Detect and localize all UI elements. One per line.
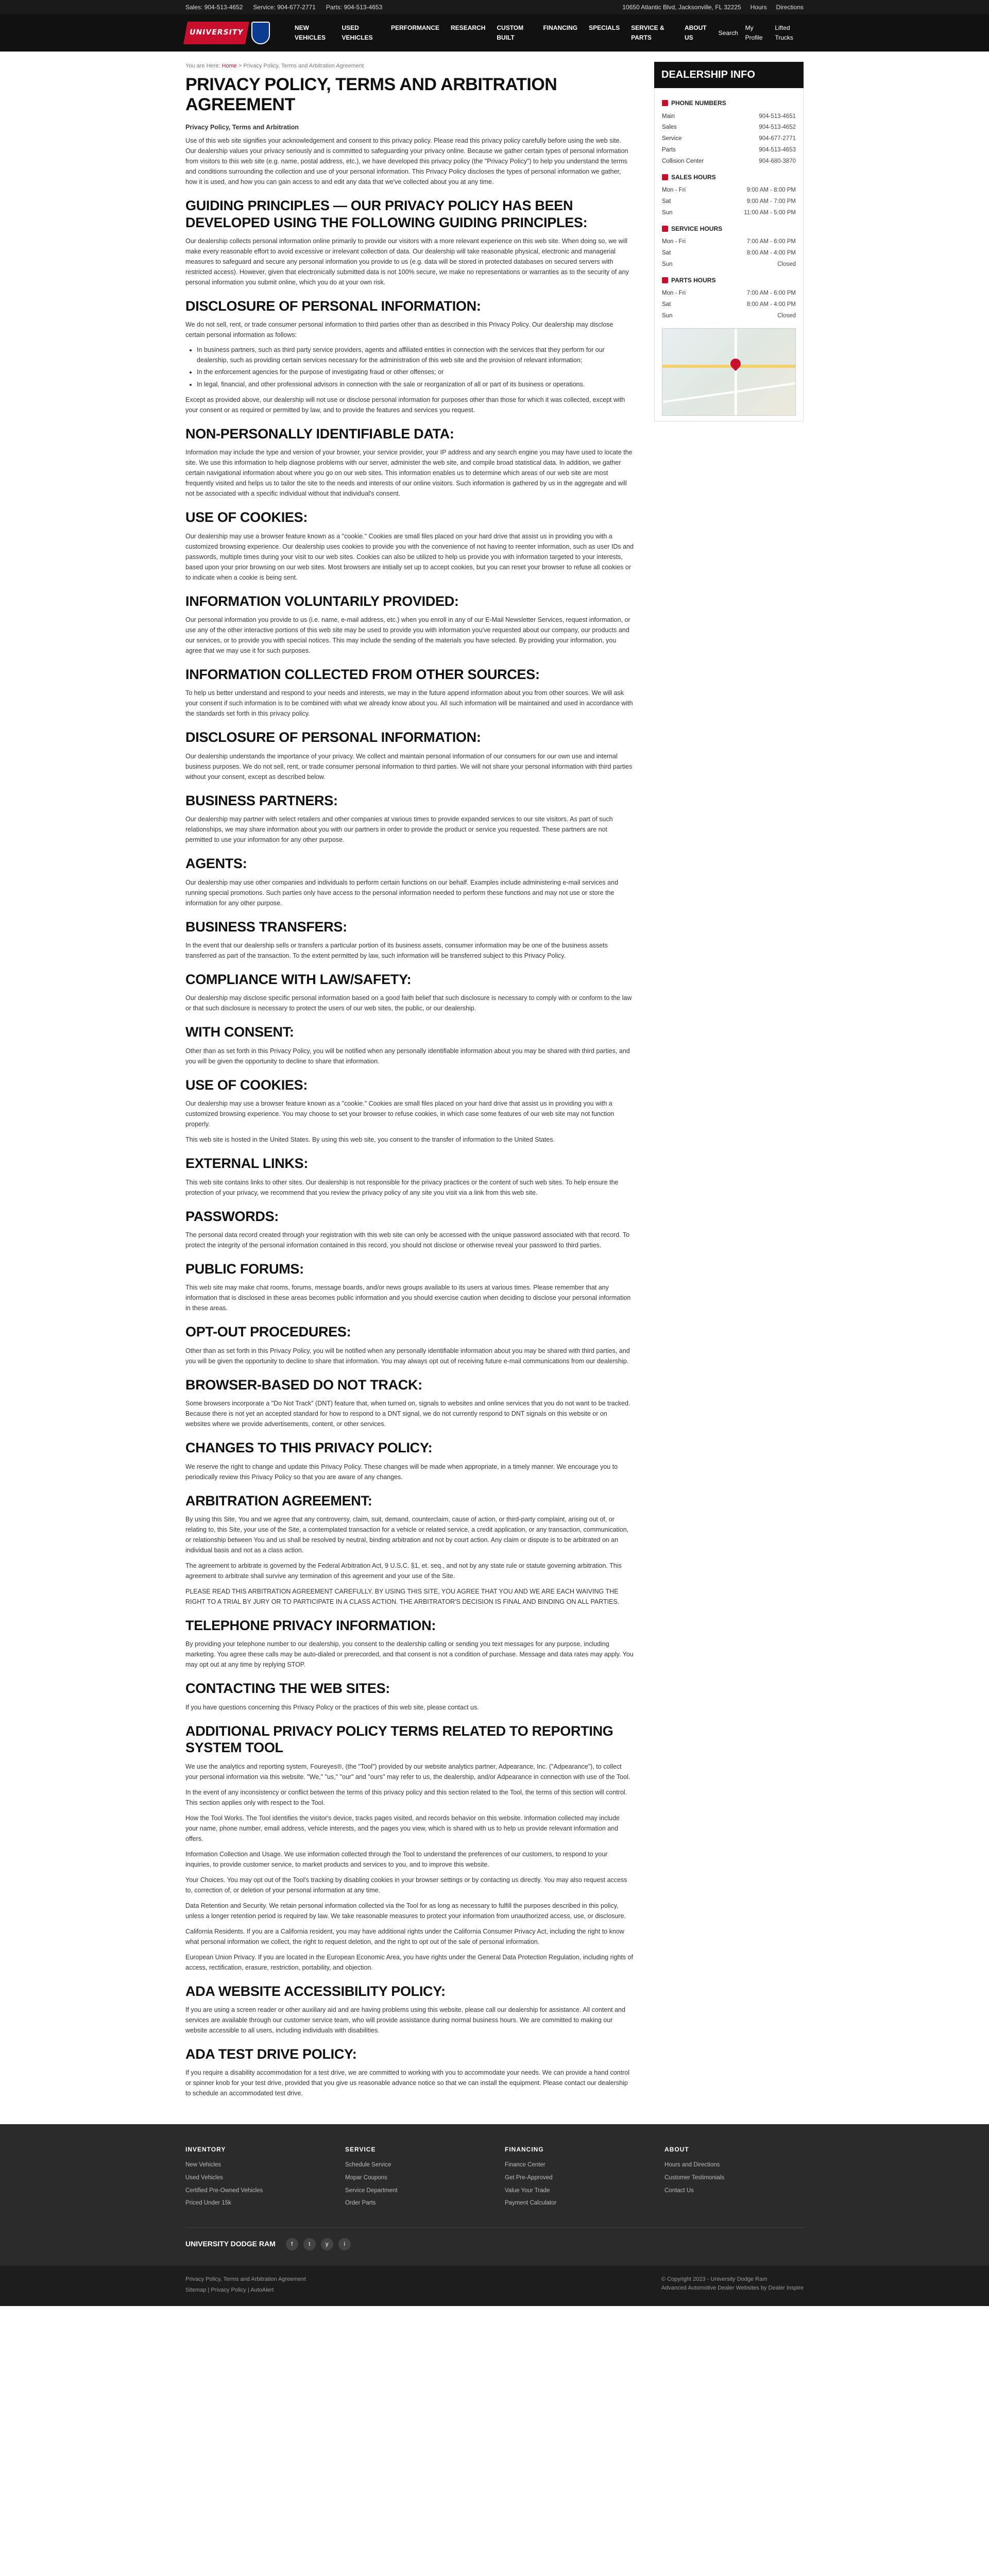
info-label: Main (662, 113, 675, 120)
section-paragraph: By providing your telephone number to our dealership, you consent to the dealership calling or sending you text messages for any purpose, including marketing. You agree these calls may be auto-dialed or prerecorded, and that consent is not a condition of purchase. Message and data rates may apply. You may opt out at any time by replying STOP. (185, 1640, 634, 1669)
info-label: Collision Center (662, 158, 704, 164)
section-paragraph: This web site contains links to other sites. Our dealership is not responsible for the privacy practices or the content of such web sites. To help ensure the protection of your privacy, we recommend that you review the privacy policy of any site you visit via a link from this web site. (185, 1178, 619, 1196)
section-paragraph: Except as provided above, our dealership will not use or disclose personal information for purposes other than those for which it was collected, except with your consent or as required or permitted by law, and to provide the features and services you request. (185, 396, 625, 414)
info-label: Service (662, 135, 682, 142)
footer-link[interactable]: Contact Us (664, 2187, 694, 2194)
info-value: Closed (777, 261, 796, 267)
map-pin-icon[interactable] (728, 357, 743, 371)
section-paragraph: Our personal information you provide to us (i.e. name, e-mail address, etc.) when you enroll in any of our E-Mail Newsletter Services, request information, or use any of the other interactive portions of this web site may be used to provide you with information you've requested about our company, our products and our services, or to provide you with special notices. This may include the sending of the materials you have selected. By providing your information, you agree that we may use it for such purposes. (185, 616, 630, 655)
footer-link[interactable]: Order Parts (345, 2200, 376, 2207)
top-bar (0, 0, 989, 14)
list-item: • In the enforcement agencies for the purpose of investigating fraud or other offenses; or (197, 367, 634, 377)
nav-item[interactable]: USED VEHICLES (342, 24, 373, 41)
section-heading: TELEPHONE PRIVACY INFORMATION: (185, 1617, 436, 1633)
intro-text: Use of this web site signifies your acknowledgement and consent to this privacy policy. Please read this privacy policy carefully before using the web site. Our dealership values your privacy seriously and is committed to safeguarding your privacy online. Because we gather certain types of personal information from visitors to this web site (e.g. name, postal address, etc.), we have developed this privacy policy (the "Privacy Policy") to help you understand the terms and conditions surrounding the collection and use of your personal information. This Privacy Policy discloses the types of personal information we gather, how it is used, and how you can gain access to and edit any data that we've collected about you at any time. (185, 137, 628, 186)
section-heading: WITH CONSENT: (185, 1024, 294, 1040)
section-paragraph: We use the analytics and reporting system, Foureyes®, (the "Tool") provided by our website analytics partner, Adpearance, Inc. ("Adpearance"), to collect your personal information via this website. "We," "us," "our" and "ours" may refer to us, the dealership, and/or Adpearance in connection with use of the Tool. (185, 1762, 630, 1781)
section-paragraph: Some browsers incorporate a "Do Not Track" (DNT) feature that, when turned on, signals to websites and online services that you do not want to be tracked. Because there is not yet an accepted standard for how to respond to a DNT signal, we do not currently respond to DNT signals on this website or on websites where we provide advertisements, content, or other services. (185, 1400, 630, 1428)
social-links (286, 2238, 351, 2250)
footer-link[interactable]: Value Your Trade (505, 2187, 550, 2194)
section-paragraph: Other than as set forth in this Privacy Policy, you will be notified when any personally identifiable information about you may be shared with third parties, and you will be given the opportunity to decline to share that information. You may always opt out of receiving future e-mail communications from our dealership. (185, 1347, 630, 1365)
section-paragraph: Data Retention and Security. We retain personal information collected via the Tool for as long as necessary to fulfill the purposes described in this policy, unless a longer retention period is required by law. We take reasonable measures to protect your information from unauthorized access, use, or disclosure. (185, 1902, 626, 1920)
info-label: Sat (662, 198, 671, 205)
nav-item[interactable]: ABOUT US (684, 24, 707, 41)
wrench-icon (662, 226, 668, 232)
section-heading: NON-PERSONALLY IDENTIFIABLE DATA: (185, 426, 454, 442)
map-road (735, 329, 737, 416)
phone-heading: PHONE NUMBERS (671, 99, 726, 107)
section-heading: INFORMATION VOLUNTARILY PROVIDED: (185, 593, 459, 609)
section-heading: CHANGES TO THIS PRIVACY POLICY: (185, 1440, 433, 1456)
section-list (197, 345, 634, 389)
footer-link[interactable]: Used Vehicles (185, 2174, 223, 2181)
info-row (662, 111, 796, 123)
sales-hours (662, 185, 796, 218)
section-heading: ADDITIONAL PRIVACY POLICY TERMS RELATED TO REPORTING SYSTEM TOOL (185, 1723, 613, 1756)
header-tool[interactable]: Lifted Trucks (775, 24, 793, 41)
info-row (662, 288, 796, 299)
header-tool[interactable]: Search (718, 29, 738, 37)
footer-link[interactable]: Payment Calculator (505, 2200, 557, 2207)
info-row (662, 248, 796, 259)
section-paragraph: We reserve the right to change and update this Privacy Policy. These changes will be made when appropriate, in a timely manner. We encourage you to periodically review this Privacy Policy so that you are aware of any changes. (185, 1463, 618, 1481)
footer-column (505, 2145, 644, 2212)
page-title: PRIVACY POLICY, TERMS AND ARBITRATION AGREEMENT (185, 75, 557, 115)
info-value[interactable]: 904-513-4653 (759, 147, 796, 154)
section-heading: INFORMATION COLLECTED FROM OTHER SOURCES: (185, 667, 540, 683)
phone-list (662, 111, 796, 167)
info-label: Sun (662, 209, 673, 216)
section-paragraph: This web site is hosted in the United States. By using this web site, you consent to the transfer of information to the United States. (185, 1136, 555, 1144)
map-road (663, 380, 796, 403)
info-value: 8:00 AM - 4:00 PM (746, 250, 796, 257)
intro-heading: Privacy Policy, Terms and Arbitration (185, 124, 299, 131)
sub-footer (0, 2266, 989, 2306)
gear-icon (662, 277, 668, 283)
info-row (662, 259, 796, 270)
footer-link[interactable]: Schedule Service (345, 2161, 391, 2168)
info-row (662, 145, 796, 156)
section-heading: BUSINESS TRANSFERS: (185, 919, 347, 935)
breadcrumb-home[interactable]: Home (221, 63, 237, 69)
twitter-icon[interactable]: t (303, 2238, 316, 2250)
info-value: 7:00 AM - 6:00 PM (746, 239, 796, 245)
map-road (662, 365, 796, 368)
info-label: Sun (662, 261, 673, 267)
info-value: 7:00 AM - 6:00 PM (746, 290, 796, 297)
info-label: Parts (662, 147, 676, 154)
section-paragraph: Your Choices. You may opt out of the Tool's tracking by disabling cookies in your browser settings or by contacting us directly. You may also request access to, correction of, or deletion of your personal information at any time. (185, 1876, 627, 1894)
sales-hours-heading: SALES HOURS (671, 173, 716, 181)
main-content (185, 62, 634, 2104)
youtube-icon[interactable]: y (321, 2238, 333, 2250)
info-label: Sat (662, 250, 671, 257)
nav-item[interactable]: PERFORMANCE (391, 24, 440, 32)
breadcrumb-label: You are Here: (185, 63, 220, 69)
section-heading: GUIDING PRINCIPLES — OUR PRIVACY POLICY HAS BEEN DEVELOPED USING THE FOLLOWING GUIDING PRINCIPLES: (185, 198, 588, 230)
dealer-logo[interactable] (185, 22, 270, 44)
section-paragraph: The agreement to arbitrate is governed by the Federal Arbitration Act, 9 U.S.C. §1, et. seq., and not by any state rule or statute governing arbitration. This agreement to arbitrate shall survive any termination of this agreement and your use of the Site. (185, 1562, 622, 1580)
footer-link[interactable]: Mopar Coupons (345, 2174, 387, 2181)
section-heading: DISCLOSURE OF PERSONAL INFORMATION: (185, 298, 481, 314)
info-label: Mon - Fri (662, 239, 686, 245)
list-item: • In business partners, such as third party service providers, agents and affiliated entities in connection with the services that they perform for our dealership, such as providing certain services necessary for the administration of this web site and the provision of relevant information; (197, 345, 634, 365)
footer-link[interactable]: Finance Center (505, 2161, 545, 2168)
legal-links (185, 2275, 306, 2297)
sales-phone[interactable]: Sales: 904-513-4652 (185, 3, 243, 11)
section-heading: CONTACTING THE WEB SITES: (185, 1681, 390, 1697)
section-heading: PUBLIC FORUMS: (185, 1261, 304, 1277)
section-heading: BROWSER-BASED DO NOT TRACK: (185, 1377, 422, 1393)
section-paragraph: Information may include the type and version of your browser, your service provider, your IP address and any search engine you may have used to locate the site. We use this information to help diagnose problems with our server, administer the web site, and compile broad statistical data. In addition, we gather certain navigational information about where you go on our web sites. This information enables us to determine which areas of our web site are most frequently visited and helps us to tailor the site to the needs and interests of our online visitors. Such information is gathered by us in the aggregate and will not be associated with a specific individual without that individual's consent. (185, 449, 633, 498)
parts-hours-heading: PARTS HOURS (671, 276, 716, 284)
info-row (662, 185, 796, 196)
section-heading: ARBITRATION AGREEMENT: (185, 1493, 372, 1509)
section-paragraph: European Union Privacy. If you are located in the European Economic Area, you have rights under the General Data Protection Regulation, including rights of access, rectification, erasure, restriction, portability, and objection. (185, 1953, 634, 1971)
nav-item[interactable]: RESEARCH (451, 24, 486, 32)
info-value: Closed (777, 312, 796, 319)
footer-column (185, 2145, 325, 2212)
sidebar (654, 62, 804, 2104)
section-heading: OPT-OUT PROCEDURES: (185, 1324, 351, 1340)
section-paragraph: This web site may make chat rooms, forums, message boards, and/or news groups available to its users at various times. Please remember that any information that is disclosed in these areas becomes public information and you should exercise caution when deciding to disclose your personal information in these areas. (185, 1284, 631, 1312)
info-row (662, 311, 796, 322)
policy-sections (185, 197, 634, 2098)
phone-icon (662, 100, 668, 106)
service-hours (662, 236, 796, 270)
section-paragraph: If you have questions concerning this Privacy Policy or the practices of this web site, please contact us. (185, 1703, 479, 1711)
info-label: Sales (662, 124, 677, 131)
section-paragraph: Our dealership understands the importance of your privacy. We collect and maintain personal information of our consumers for our own use and internal business purposes. We do not sell, rent, or trade consumer personal information to third parties. We will not share your personal information with third parties without your consent, except as described below. (185, 752, 633, 781)
nav-item[interactable]: NEW VEHICLES (295, 24, 326, 41)
info-label: Mon - Fri (662, 187, 686, 194)
shield-icon (251, 22, 270, 44)
section-heading: ADA WEBSITE ACCESSIBILITY POLICY: (185, 1983, 446, 1999)
legal-link[interactable]: Privacy Policy, Terms and Arbitration Agreement (185, 2276, 306, 2283)
nav-item[interactable]: FINANCING (543, 24, 578, 32)
powered-by[interactable]: Advanced Automotive Dealer Websites by Dealer Inspire (661, 2285, 804, 2292)
info-value[interactable]: 904-677-2771 (759, 135, 796, 142)
info-row (662, 299, 796, 311)
site-header (0, 14, 989, 52)
site-footer (0, 2124, 989, 2266)
nav-item[interactable]: SPECIALS (589, 24, 620, 32)
section-heading: PASSWORDS: (185, 1208, 279, 1224)
dealership-info-box (654, 88, 804, 421)
info-row (662, 196, 796, 208)
main-nav (295, 23, 709, 42)
facebook-icon[interactable]: f (286, 2238, 298, 2250)
section-paragraph: Our dealership may use a browser feature known as a "cookie." Cookies are small files placed on your hard drive that assist us in providing you with a customized browsing experience. You may choose to set your browser to refuse cookies, in which case some features of our web site may not function properly. (185, 1100, 615, 1128)
copyright: © Copyright 2023 - University Dodge Ram (661, 2276, 768, 2283)
info-value[interactable]: 904-513-4652 (759, 124, 796, 131)
footer-link[interactable]: Certified Pre-Owned Vehicles (185, 2187, 263, 2194)
info-row (662, 122, 796, 133)
section-paragraph: To help us better understand and respond to your needs and interests, we may in the future append information about you from other sources. We will ask your consent if such information is to be combined with what we already know about you. All such information will be maintained and used in accordance with the standards set forth in this privacy policy. (185, 689, 633, 718)
info-row (662, 156, 796, 167)
section-paragraph: If you require a disability accommodation for a test drive, we are committed to working with you to accommodate your needs. We can provide a hand control or spinner knob for your test drive, provided that you give us reasonable advance notice so that we can install the equipment. Please contact our dealership to schedule an accommodated test drive. (185, 2069, 629, 2097)
section-heading: BUSINESS PARTNERS: (185, 792, 338, 808)
section-paragraph: We do not sell, rent, or trade consumer personal information to third parties other than as described in this Privacy Policy. Our dealership may disclose certain personal information as follows: (185, 321, 613, 339)
footer-link[interactable]: Service Department (345, 2187, 398, 2194)
footer-brand[interactable]: UNIVERSITY DODGE RAM (185, 2240, 276, 2248)
legal-link[interactable]: Sitemap | Privacy Policy | AutoAlert (185, 2287, 274, 2294)
sidebar-title: DEALERSHIP INFO (654, 62, 804, 88)
info-value: 9:00 AM - 8:00 PM (746, 187, 796, 194)
footer-columns (185, 2145, 804, 2212)
footer-link[interactable]: Priced Under 15k (185, 2200, 231, 2207)
info-value[interactable]: 904-513-4651 (759, 113, 796, 120)
directions-link[interactable]: Directions (776, 3, 804, 11)
footer-link[interactable]: New Vehicles (185, 2161, 221, 2168)
section-paragraph: How the Tool Works. The Tool identifies the visitor's device, tracks pages visited, and records behavior on this website. Information collected may include your name, phone number, email address, vehicle interests, and the pages you view, which is shared with us to help us provide relevant information and offers. (185, 1814, 620, 1842)
section-paragraph: By using this Site, You and we agree that any controversy, claim, suit, demand, counterclaim, cause of action, or third-party complaint, arising out of, or relating to, this Site, your use of the Site, a contemplated transaction for a vehicle or related service, a credit application, or any transaction, communication, or relationship between You and us shall be resolved by neutral, binding arbitration and not by court action. Any claim or dispute is to be arbitrated on an individual basis and not as a class action. (185, 1515, 629, 1554)
header-tools (719, 23, 804, 42)
section-heading: USE OF COOKIES: (185, 510, 308, 526)
section-paragraph: Our dealership collects personal information online primarily to provide our visitors with a more relevant experience on this web site. When doing so, we will make every reasonable effort to avoid excessive or irrelevant collection of data. Our dealership will take reasonable physical, electronic and managerial measures to safeguard and secure any personal information you provide to us (e.g. data will be stored in protected databases on secured servers with restricted access). However, given that electronically submitted data is not 100% secure, we make no representations or warranties as to the security of any personal information you submit online, which you do at your own risk. (185, 238, 629, 286)
section-paragraph: Other than as set forth in this Privacy Policy, you will be notified when any personally identifiable information about you may be shared with third parties, and you will be given the opportunity to decline to share that information. (185, 1047, 630, 1065)
service-phone[interactable]: Service: 904-677-2771 (253, 3, 316, 11)
footer-column-title: FINANCING (505, 2146, 544, 2154)
location-map[interactable] (662, 328, 796, 416)
section-paragraph: In the event of any inconsistency or conflict between the terms of this privacy policy and this section related to the Tool, the terms of this section will control. This section applies only with respect to the Tool. (185, 1788, 627, 1806)
info-row (662, 236, 796, 248)
footer-link[interactable]: Customer Testimonials (664, 2174, 725, 2181)
footer-column (345, 2145, 484, 2212)
list-item: • In legal, financial, and other professional advisors in connection with the sale or reorganization of all or part of its business or operations. (197, 380, 634, 389)
header-tool[interactable]: My Profile (745, 24, 763, 41)
footer-link[interactable]: Get Pre-Approved (505, 2174, 553, 2181)
breadcrumb-current: Privacy Policy, Terms and Arbitration Agreement (243, 63, 364, 69)
info-value[interactable]: 904-680-3870 (759, 158, 796, 164)
section-heading: COMPLIANCE WITH LAW/SAFETY: (185, 972, 412, 988)
info-label: Sat (662, 301, 671, 308)
section-heading: ADA TEST DRIVE POLICY: (185, 2046, 357, 2062)
section-heading: DISCLOSURE OF PERSONAL INFORMATION: (185, 730, 481, 745)
section-paragraph: Our dealership may use other companies and individuals to perform certain functions on our behalf. Examples include administering e-mail services and running special promotions. Such parties only have access to the personal information needed to perform these functions and may not use or store the information for any other purpose. (185, 878, 619, 907)
clock-icon (662, 174, 668, 180)
section-paragraph: In the event that our dealership sells or transfers a particular portion of its business assets, consumer information may be one of the business assets transferred as part of the transaction. To the extent permitted by law, such information will be transferred subject to this Privacy Policy. (185, 942, 608, 960)
section-paragraph: Our dealership may disclose specific personal information based on a good faith belief that such disclosure is necessary to comply with or conform to the law or that such disclosure is necessary to protect the users of our web sites, the public, or our dealership. (185, 994, 632, 1012)
info-value: 9:00 AM - 7:00 PM (746, 198, 796, 205)
info-value: 8:00 AM - 4:00 PM (746, 301, 796, 308)
section-paragraph: The personal data record created through your registration with this web site can only be accessed with the unique password associated with that record. To protect the integrity of the personal information contained in this record, you should not disclose or otherwise reveal your password to third parties. (185, 1231, 630, 1249)
footer-column-title: ABOUT (664, 2146, 689, 2154)
info-row (662, 133, 796, 145)
section-paragraph: PLEASE READ THIS ARBITRATION AGREEMENT CAREFULLY. BY USING THIS SITE, YOU AGREE THAT YOU AND WE ARE EACH WAIVING THE RIGHT TO A TRIAL BY JURY OR TO PARTICIPATE IN A CLASS ACTION. THE ARBITRATOR'S DECISION IS FINAL AND BINDING ON ALL PARTIES. (185, 1587, 620, 1605)
section-paragraph: Our dealership may use a browser feature known as a "cookie." Cookies are small files placed on your hard drive that assist us in providing you with a customized browsing experience. Our dealership uses cookies to provide you with the convenience of not having to reenter information, such as user IDs and passwords, multiple times during your visit to our web sites. Cookies can also be utilized to help us provide you with information targeted to your interests, based upon your prior browsing on our web sites. Most browsers are initially set up to accept cookies, but you can reset your browser to refuse all cookies or to indicate when a cookie is being sent. (185, 532, 634, 581)
address[interactable]: 10650 Atlantic Blvd, Jacksonville, FL 32225 (622, 3, 741, 11)
service-hours-heading: SERVICE HOURS (671, 225, 723, 232)
section-paragraph: Our dealership may partner with select retailers and other companies at various times to provide expanded services to our site visitors. As part of such relationships, we may share information about you with our partners in order to provide the product or service you requested. These partners are not permitted to use your information for any other purpose. (185, 816, 613, 844)
breadcrumb: You are Here: Home > Privacy Policy, Terms and Arbitration Agreement (185, 63, 364, 69)
section-paragraph: California Residents. If you are a California resident, you may have additional rights under the California Consumer Privacy Act, including the right to know what personal information we collect, the right to request deletion, and the right to opt out of the sale of personal information. (185, 1927, 624, 1945)
section-paragraph: Information Collection and Usage. We use information collected through the Tool to understand the preferences of our customers, to respond to your inquiries, to provide customer service, to market products and services to you, and to improve this website. (185, 1850, 608, 1868)
info-row (662, 208, 796, 219)
instagram-icon[interactable]: i (338, 2238, 351, 2250)
footer-column-title: SERVICE (345, 2146, 376, 2154)
section-heading: AGENTS: (185, 856, 247, 872)
parts-phone[interactable]: Parts: 904-513-4653 (326, 3, 383, 11)
logo-wordmark: UNIVERSITY (183, 22, 249, 44)
info-value: 11:00 AM - 5:00 PM (744, 209, 796, 216)
footer-column (664, 2145, 804, 2212)
section-heading: EXTERNAL LINKS: (185, 1156, 309, 1172)
info-label: Sun (662, 312, 673, 319)
nav-item[interactable]: SERVICE & PARTS (631, 24, 664, 41)
nav-item[interactable]: CUSTOM BUILT (497, 24, 524, 41)
footer-link[interactable]: Hours and Directions (664, 2161, 720, 2168)
hours-link[interactable]: Hours (750, 3, 767, 11)
info-label: Mon - Fri (662, 290, 686, 297)
parts-hours (662, 288, 796, 321)
footer-column-title: INVENTORY (185, 2146, 226, 2154)
section-paragraph: If you are using a screen reader or other auxiliary aid and are having problems using this website, please call our dealership for assistance. All content and services are available through our customer service team, who will provide assistance during normal business hours. We are committed to making our website accessible to all users, including individuals with disabilities. (185, 2006, 625, 2034)
section-heading: USE OF COOKIES: (185, 1077, 308, 1093)
